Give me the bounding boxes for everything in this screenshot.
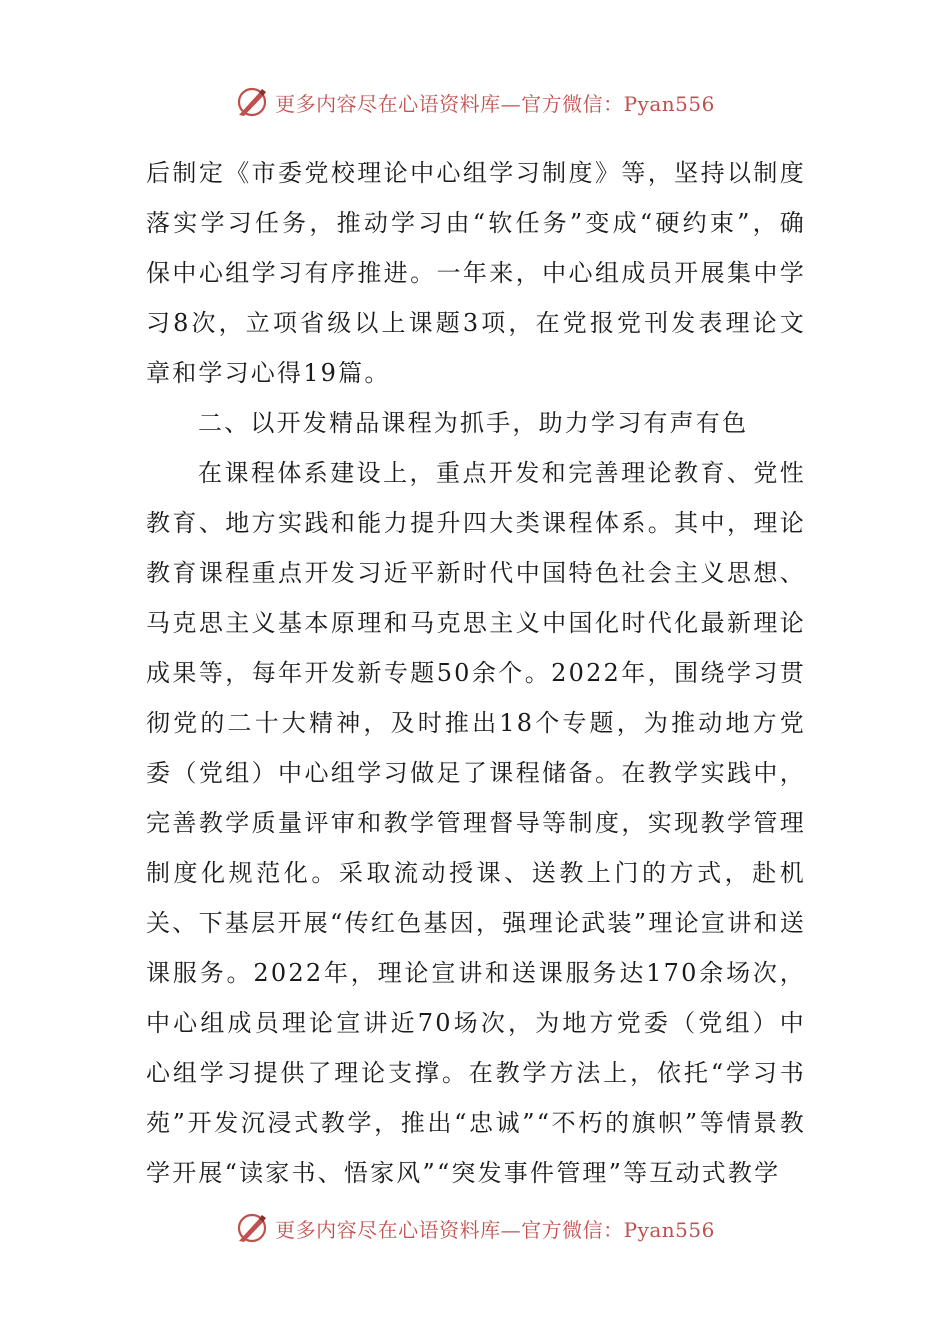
pen-circle-logo-icon [235,85,269,119]
paragraph-continuation: 后制定《市委党校理论中心组学习制度》等，坚持以制度落实学习任务，推动学习由“软任务”变成“硬约束”，确保中心组学习有序推进。一年来，中心组成员开展集中学习8次，立项省级以上课题3项，在党报党刊发表理论文章和学习心得19篇。 [146,159,806,387]
watermark-text: 更多内容尽在心语资料库—官方微信：Pyan556 [275,1217,715,1242]
paragraph-course-system: 在课程体系建设上，重点开发和完善理论教育、党性教育、地方实践和能力提升四大类课程体系。其中，理论教育课程重点开发习近平新时代中国特色社会主义思想、马克思主义基本原理和马克思主义中国化时代化最新理论成果等，每年开发新专题50余个。2022年，围绕学习贯彻党的二十大精神，及时推出18个专题，为推动地方党委（党组）中心组学习做足了课程储备。在教学实践中，完善教学质量评审和教学管理督导等制度，实现教学管理制度化规范化。采取流动授课、送教上门的方式，赴机关、下基层开展“传红色基因，强理论武装”理论宣讲和送课服务。2022年，理论宣讲和送课服务达170余场次，中心组成员理论宣讲近70场次，为地方党委（党组）中心组学习提供了理论支撑。在教学方法上，依托“学习书苑”开发沉浸式教学，推出“忠诚”“不朽的旗帜”等情景教学开展“读家书、悟家风”“突发事件管理”等互动式教学 [146,459,806,1187]
watermark-text: 更多内容尽在心语资料库—官方微信：Pyan556 [275,91,715,116]
footer-watermark [0,1208,950,1248]
pen-circle-logo-icon [235,1211,269,1245]
document-body [146,148,806,1198]
section-heading: 二、以开发精品课程为抓手，助力学习有声有色 [198,409,749,437]
header-watermark [0,82,950,122]
